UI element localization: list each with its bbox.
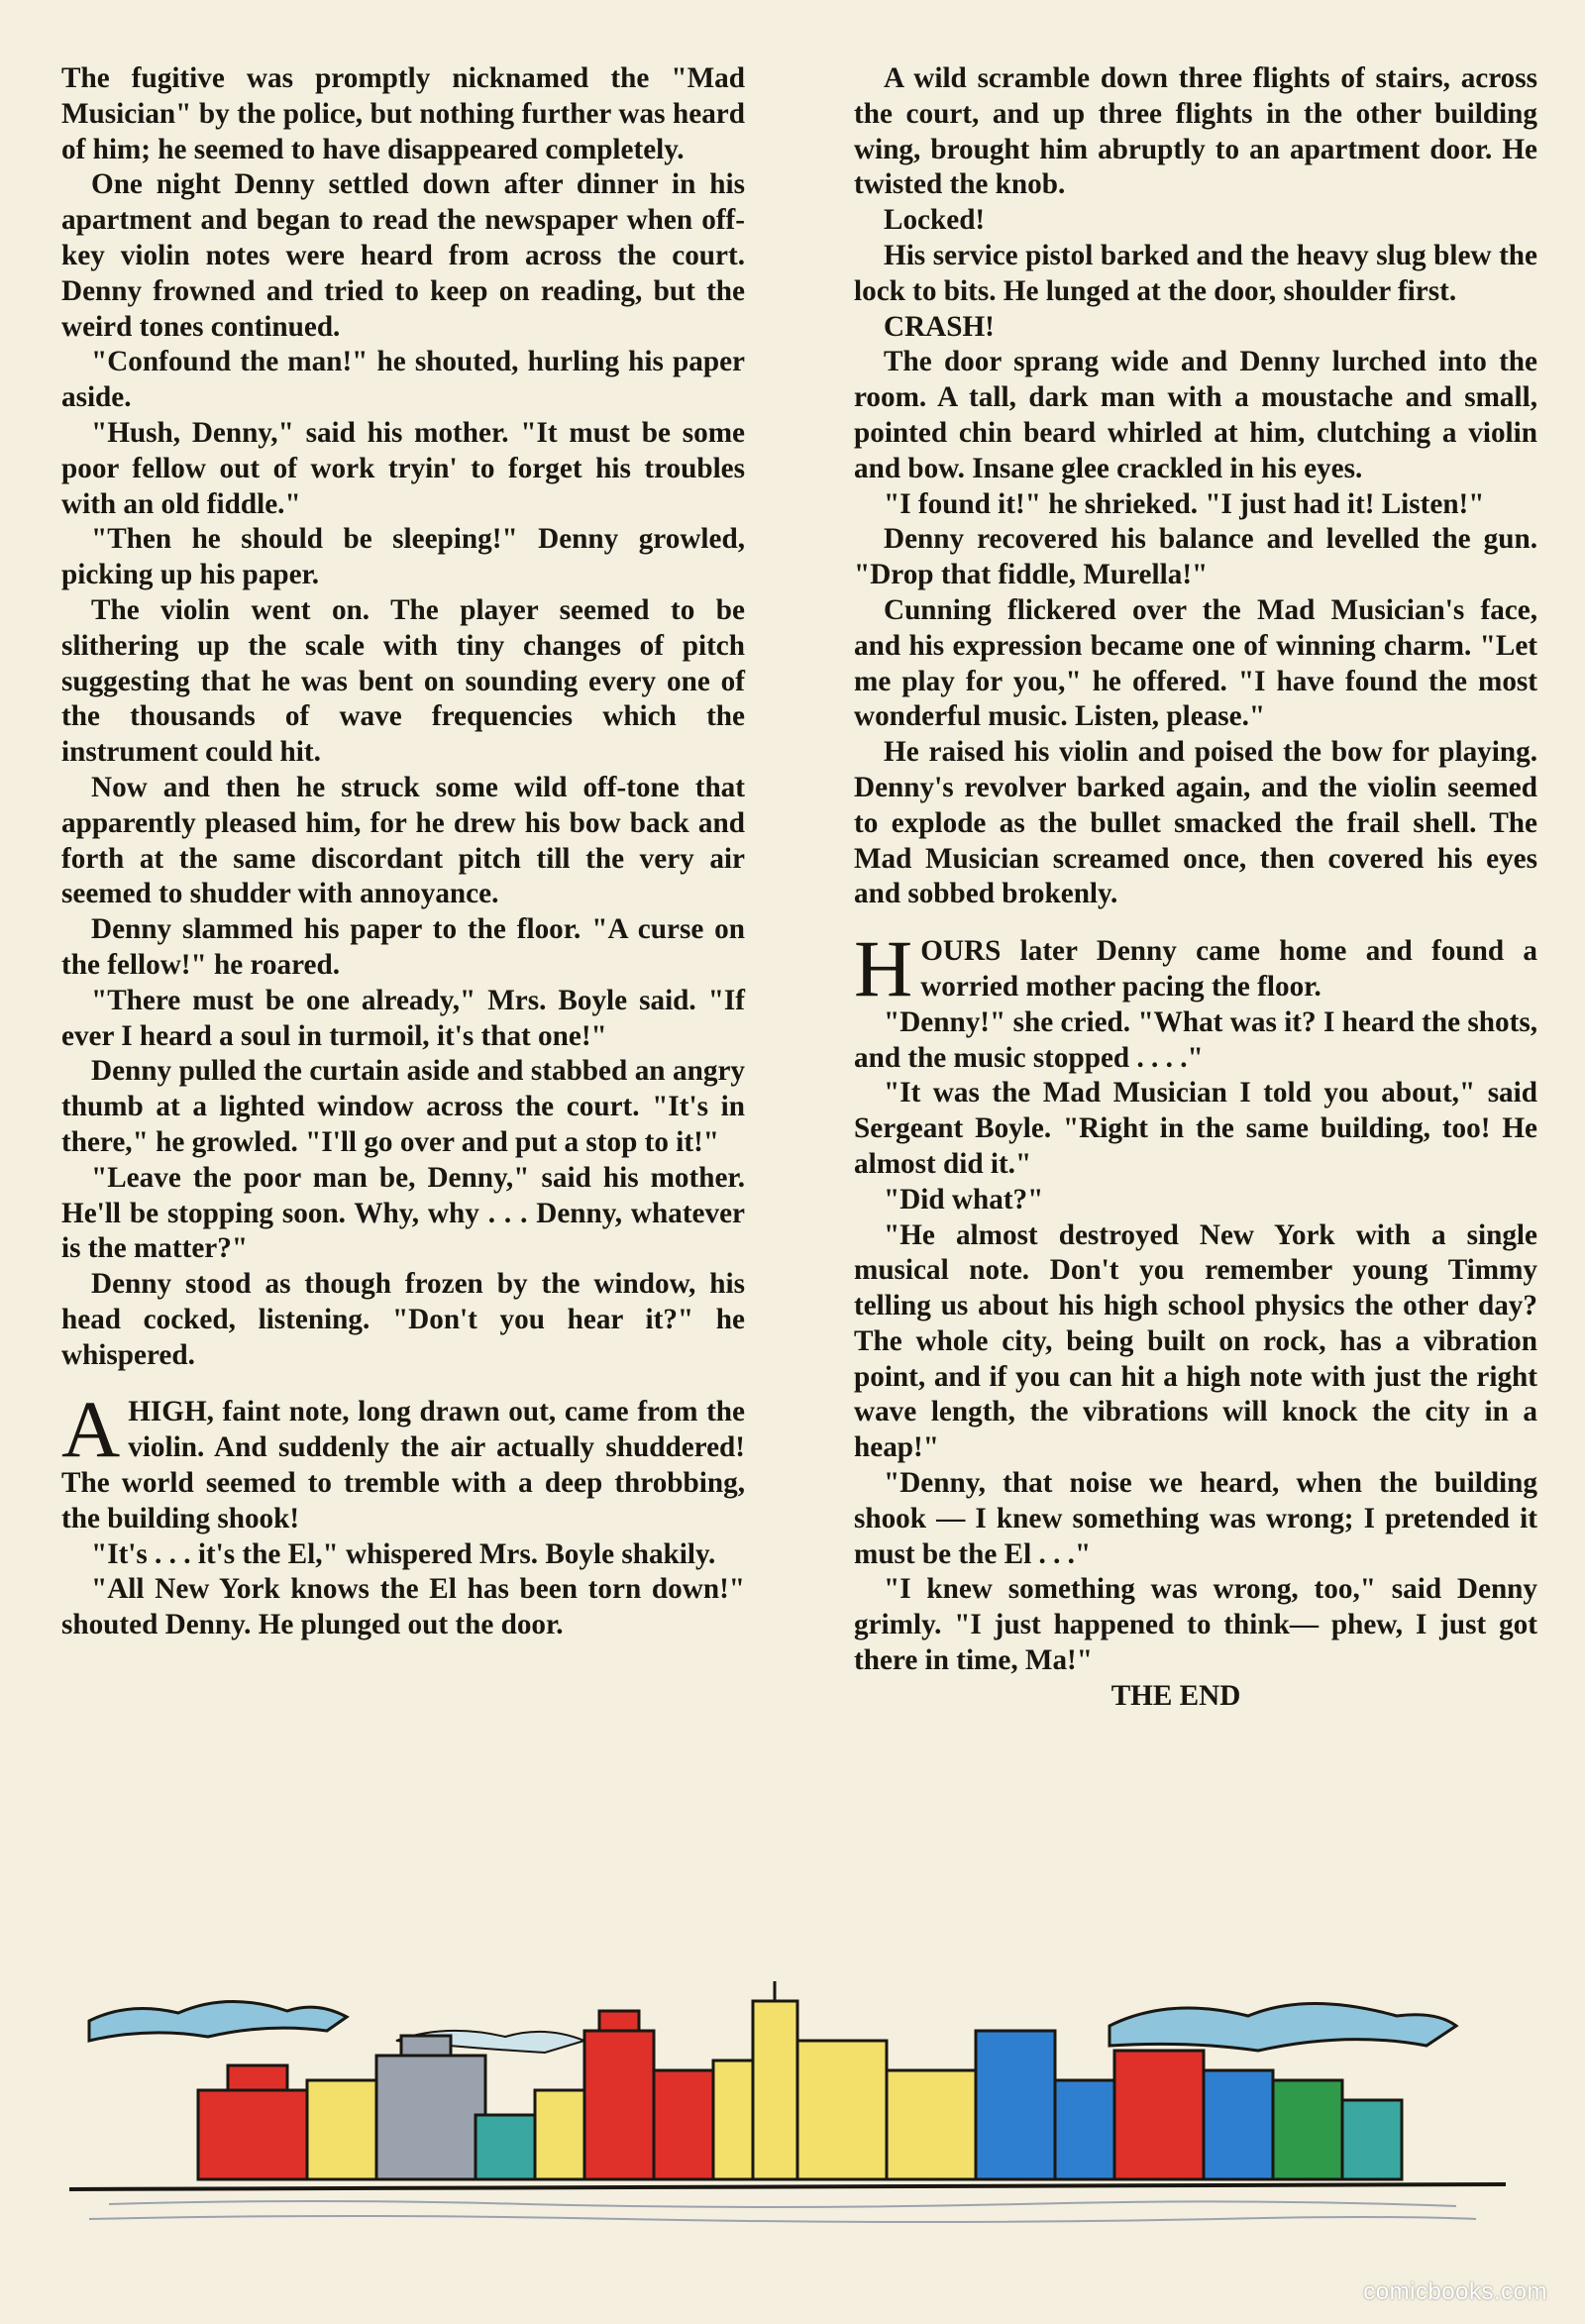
paragraph: "Hush, Denny," said his mother. "It must be some poor fellow out of work tryin' to forget his troubles with an old fiddle." — [61, 416, 745, 520]
paragraph: CRASH! — [884, 310, 995, 343]
paragraph: "Denny!" she cried. "What was it? I heard the shots, and the music stopped . . . ." — [854, 1005, 1537, 1074]
paragraph: He raised his violin and poised the bow for playing. Denny's revolver barked again, and the violin seemed to explode as the bullet smacked the frail shell. The Mad Musician screamed once, then covered his eyes and sobbed brokenly. — [854, 736, 1537, 910]
site-watermark: comicbooks.com — [1363, 2278, 1547, 2305]
paragraph: Locked! — [884, 204, 986, 237]
paragraph: The fugitive was promptly nicknamed the "Mad Musician" by the police, but nothing further was heard of him; he seemed to have disappeared completely. — [61, 62, 745, 165]
left-column — [61, 61, 745, 1643]
paragraph: "Leave the poor man be, Denny," said his mother. He'll be stopping soon. Why, why . . . Denny, whatever is the matter?" — [61, 1161, 745, 1265]
section-opening-text: OURS later Denny came home and found a worried mother pacing the floor. — [920, 935, 1537, 1003]
paragraph: Denny recovered his balance and levelled the gun. "Drop that fiddle, Murella!" — [854, 523, 1537, 591]
paragraph: The violin went on. The player seemed to be slithering up the scale with tiny changes of pitch suggesting that he was bent on sounding every one of the thousands of wave frequencies which the instrument could hit. — [61, 593, 745, 769]
paragraph: "It was the Mad Musician I told you about," said Sergeant Boyle. "Right in the same building, too! He almost did it." — [854, 1077, 1537, 1180]
building-yellow-5 — [887, 2070, 976, 2179]
paragraph: Denny slammed his paper to the floor. "A curse on the fellow!" he roared. — [61, 913, 745, 981]
building-yellow-tower — [753, 2001, 797, 2179]
paragraph: "Confound the man!" he shouted, hurling his paper aside. — [61, 346, 745, 414]
water-ripple — [89, 2216, 1476, 2222]
building-gray-1-tower — [401, 2036, 451, 2056]
building-green-1 — [1273, 2080, 1342, 2179]
building-red-3 — [654, 2070, 713, 2179]
paragraph: "Denny, that noise we heard, when the building shook — I knew something was wrong; I pretended it must be the El . . ." — [854, 1467, 1537, 1570]
right-column — [854, 61, 1537, 1715]
city-skyline-illustration — [69, 1981, 1506, 2229]
building-yellow-2 — [535, 2090, 584, 2179]
paragraph: "All New York knows the El has been torn down!" shouted Denny. He plunged out the door. — [61, 1573, 745, 1641]
building-yellow-1 — [307, 2080, 376, 2179]
building-red-4 — [1114, 2051, 1204, 2179]
paragraph: Denny pulled the curtain aside and stabbed an angry thumb at a lighted window across the court. "It's in there," he growled. "I'll go over and put a stop to it!" — [61, 1055, 745, 1158]
section-opening-paragraph — [61, 1384, 745, 1536]
paragraph: One night Denny settled down after dinner in his apartment and began to read the newspaper when off-key violin notes were heard from across the court. Denny frowned and tried to keep on reading, but the weird tones continued. — [61, 168, 745, 343]
cloud-left — [89, 2001, 347, 2041]
paragraph: "I found it!" he shrieked. "I just had it! Listen!" — [884, 487, 1485, 520]
paragraph: A wild scramble down three flights of stairs, across the court, and up three flights in the other building wing, brought him abruptly to an apartment door. He twisted the knob. — [854, 62, 1537, 201]
cloud-right — [1110, 2004, 1456, 2052]
building-red-1 — [198, 2090, 317, 2179]
paragraph: Cunning flickered over the Mad Musician's face, and his expression became one of winning charm. "Let me play for you," he offered. "I have found the most wonderful music. Listen, please." — [854, 593, 1537, 733]
water-ripple — [109, 2201, 1456, 2207]
paragraph: The door sprang wide and Denny lurched into the room. A tall, dark man with a moustache and small, pointed chin beard whirled at him, clutching a violin and bow. Insane glee crackled in his eyes. — [854, 346, 1537, 484]
building-teal-2 — [1342, 2100, 1402, 2179]
paragraph: "There must be one already," Mrs. Boyle said. "If ever I heard a soul in turmoil, it's that one!" — [61, 984, 745, 1052]
paragraph: "He almost destroyed New York with a single musical note. Don't you remember young Timmy telling us about his high school physics the other day? The whole city, being built on rock, has a vibration point, and if you can hit a high note with just the right wave length, the vibrations will knock the city in a heap!" — [854, 1218, 1537, 1464]
building-gray-1 — [376, 2056, 485, 2179]
building-yellow-4 — [797, 2041, 887, 2179]
the-end-label: THE END — [1110, 1679, 1241, 1712]
paragraph: Now and then he struck some wild off-tone that apparently pleased him, for he drew his bow back and forth at the same discordant pitch till the very air seemed to shudder with annoyance. — [61, 771, 745, 910]
paragraph: "Did what?" — [884, 1183, 1044, 1215]
building-blue-2 — [1055, 2080, 1114, 2179]
paragraph: "It's . . . it's the El," whispered Mrs. Boyle shakily. — [91, 1537, 716, 1570]
paragraph: Denny stood as though frozen by the window, his head cocked, listening. "Don't you hear it?" he whispered. — [61, 1268, 745, 1371]
building-blue-1 — [976, 2031, 1055, 2179]
building-red-2-top — [599, 2011, 639, 2031]
building-red-1-top — [228, 2065, 287, 2090]
paragraph: "Then he should be sleeping!" Denny growled, picking up his paper. — [61, 523, 745, 591]
waterline — [69, 2184, 1506, 2189]
paragraph: His service pistol barked and the heavy slug blew the lock to bits. He lunged at the door, shoulder first. — [854, 239, 1537, 307]
building-blue-3 — [1204, 2070, 1273, 2179]
section-opening-text: HIGH, faint note, long drawn out, came from the violin. And suddenly the air actually shuddered! The world seemed to tremble with a deep throbbing, the building shook! — [61, 1396, 745, 1534]
section-opening-paragraph — [854, 923, 1537, 1014]
drop-cap: H — [854, 923, 913, 1014]
drop-cap: A — [61, 1384, 121, 1475]
paragraph: "I knew something was wrong, too," said Denny grimly. "I just happened to think— phew, I just got there in time, Ma!" — [854, 1573, 1537, 1677]
building-red-2 — [584, 2031, 654, 2179]
